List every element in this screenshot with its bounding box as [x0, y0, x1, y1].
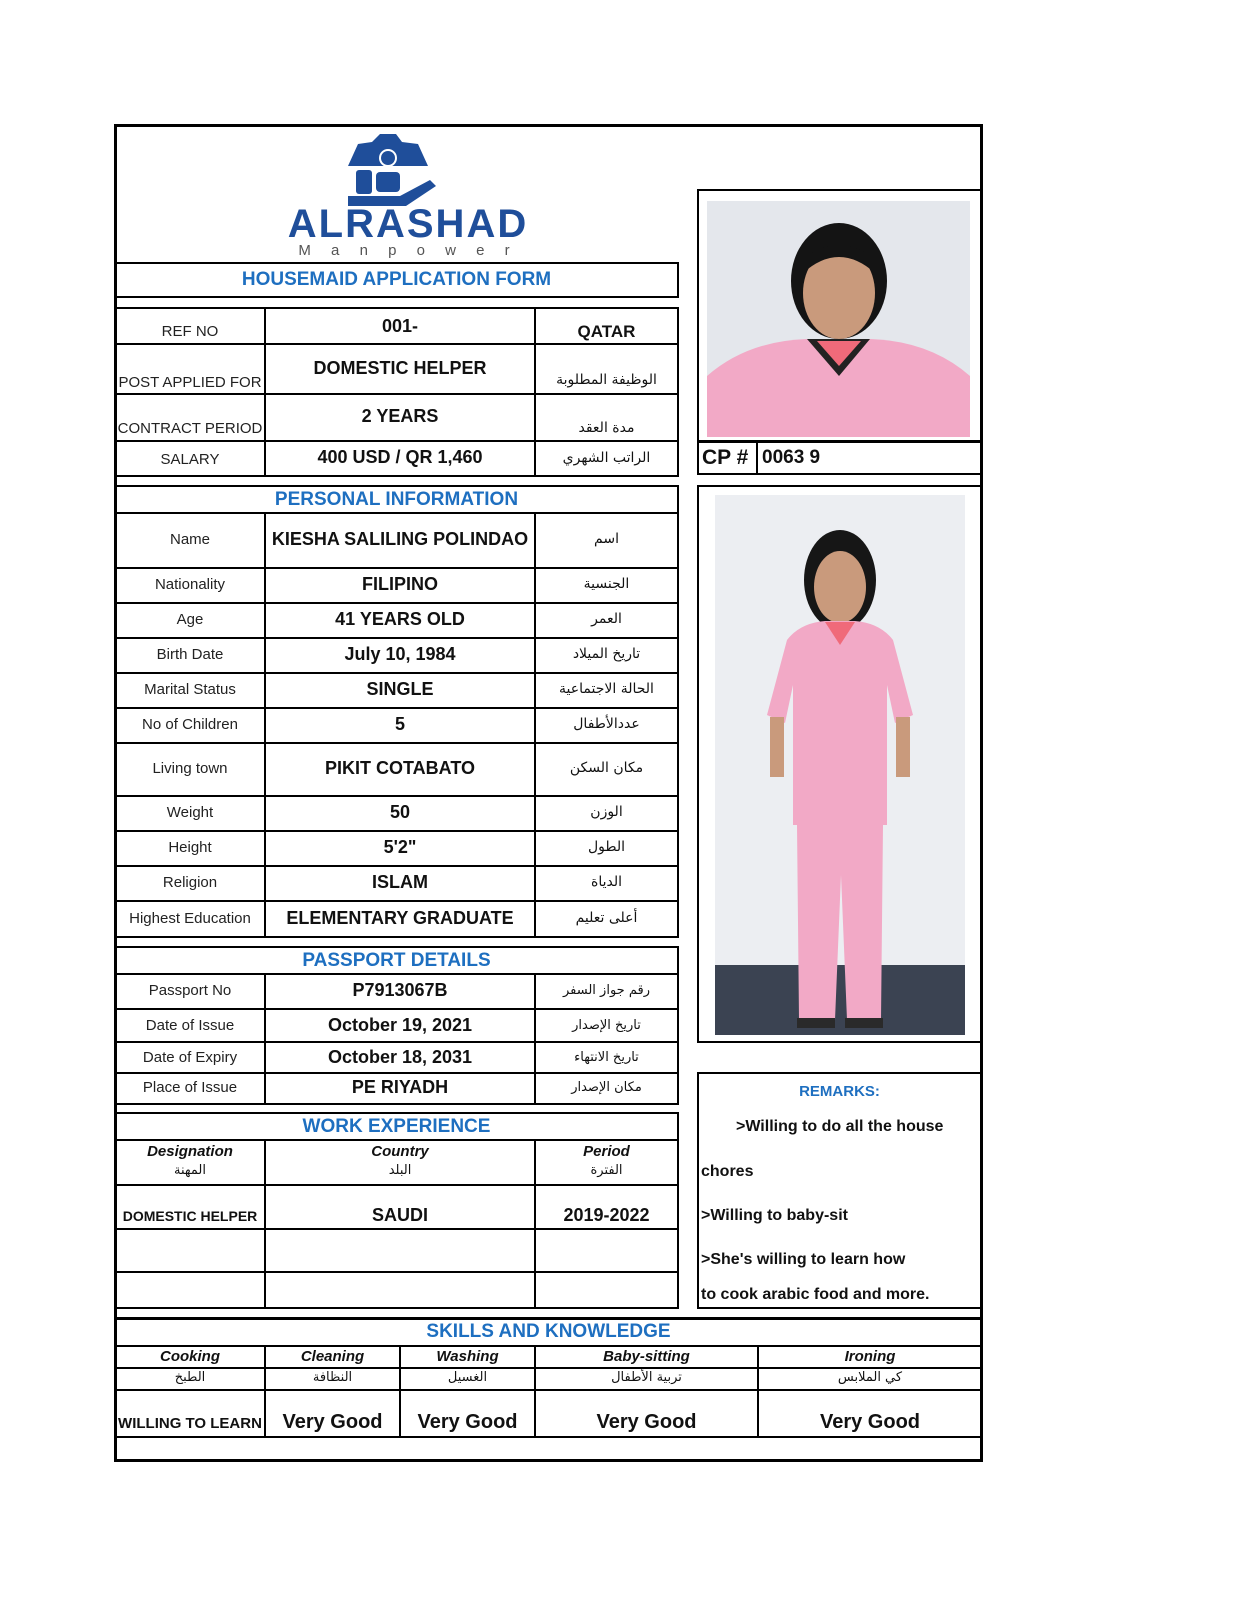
skill-ironing-level: Very Good [819, 1411, 921, 1433]
nationality-label: Nationality [154, 576, 226, 593]
skill-baby-sitting: Baby-sitting [603, 1348, 690, 1365]
weight-label: Weight [166, 804, 214, 821]
children-value: 5 [394, 714, 405, 734]
marital-status-arabic: الحالة الاجتماعية [559, 681, 654, 697]
skill-washing-level: Very Good [417, 1411, 518, 1433]
living-town-arabic: مكان السكن [569, 760, 644, 776]
religion-arabic: الدياة [590, 874, 622, 890]
work-period: 2019-2022 [563, 1205, 650, 1225]
children-arabic: عددالأطفال [573, 716, 640, 732]
height-value: 5'2" [383, 837, 417, 857]
post-applied-label: POST APPLIED FOR [118, 374, 262, 391]
date-of-issue-label: Date of Issue [145, 1017, 235, 1034]
age-value: 41 YEARS OLD [335, 609, 465, 629]
skill-cleaning-level: Very Good [282, 1411, 383, 1433]
place-of-issue-label: Place of Issue [142, 1079, 238, 1096]
work-country: SAUDI [371, 1205, 428, 1225]
country-header: Country [371, 1143, 429, 1160]
ref-no-value: 001- [381, 316, 419, 336]
education-value: ELEMENTARY GRADUATE [286, 908, 514, 928]
nationality-arabic: الجنسية [583, 576, 630, 592]
work-experience-title: WORK EXPERIENCE [114, 1112, 679, 1141]
place-of-issue-arabic: مكان الإصدار [571, 1080, 642, 1095]
company-logo [230, 130, 580, 260]
passport-title: PASSPORT DETAILS [114, 946, 679, 975]
weight-arabic: الوزن [590, 804, 623, 820]
country-header-arabic: البلد [388, 1163, 412, 1178]
skill-cleaning-arabic: النظافة [312, 1370, 353, 1385]
period-header-arabic: الفترة [590, 1163, 623, 1178]
designation-header: Designation [147, 1143, 233, 1160]
post-applied-arabic: الوظيفة المطلوبة [556, 372, 657, 388]
nationality-value: FILIPINO [362, 574, 438, 594]
skills-title: SKILLS AND KNOWLEDGE [426, 1321, 671, 1342]
skill-washing: Washing [436, 1348, 499, 1365]
portrait-photo [707, 201, 970, 437]
salary-label: SALARY [160, 451, 220, 468]
date-of-expiry-label: Date of Expiry [142, 1049, 238, 1066]
post-applied-value: DOMESTIC HELPER [313, 358, 487, 378]
date-of-expiry-arabic: تاريخ الانتهاء [574, 1050, 639, 1065]
cp-value: 0063 9 [762, 447, 821, 468]
full-body-photo [715, 495, 965, 1035]
passport-no-label: Passport No [148, 982, 232, 999]
age-label: Age [176, 611, 204, 628]
salary-value: 400 USD / QR 1,460 [317, 447, 483, 467]
remarks-line: >She's willing to learn how [701, 1251, 906, 1268]
place-of-issue-value: PE RIYADH [351, 1077, 449, 1097]
weight-value: 50 [389, 802, 411, 822]
personal-info-title: PERSONAL INFORMATION [114, 485, 679, 514]
ref-no-label: REF NO [161, 323, 219, 340]
religion-value: ISLAM [372, 872, 428, 892]
marital-status-value: SINGLE [366, 679, 434, 699]
passport-no-arabic: رقم جواز السفر [563, 983, 650, 998]
designation-header-arabic: المهنة [174, 1163, 206, 1178]
name-label: Name [169, 531, 210, 548]
contract-period-label: CONTRACT PERIOD [117, 420, 263, 437]
birth-date-value: July 10, 1984 [344, 644, 456, 664]
skill-washing-arabic: الغسيل [447, 1370, 488, 1385]
skill-cleaning: Cleaning [300, 1348, 365, 1365]
birth-date-label: Birth Date [156, 646, 224, 663]
contract-period-value: 2 YEARS [361, 406, 439, 426]
skill-baby-sitting-arabic: تربية الأطفال [611, 1370, 682, 1385]
living-town-label: Living town [152, 760, 228, 777]
remarks-line: >Willing to baby-sit [701, 1207, 848, 1224]
remarks-line: to cook arabic food and more. [701, 1286, 930, 1303]
contract-period-arabic: مدة العقد [578, 420, 635, 436]
date-of-issue-value: October 19, 2021 [327, 1015, 473, 1035]
religion-label: Religion [162, 874, 218, 891]
passport-no-value: P7913067B [352, 980, 448, 1000]
skill-cooking: Cooking [160, 1348, 220, 1365]
date-of-expiry-value: October 18, 2031 [327, 1047, 473, 1067]
remarks-box [697, 1072, 982, 1309]
living-town-value: PIKIT COTABATO [325, 758, 475, 778]
height-arabic: الطول [587, 839, 626, 855]
country-value: QATAR [577, 322, 636, 341]
skill-cooking-level: WILLING TO LEARN [118, 1415, 262, 1432]
form-title: HOUSEMAID APPLICATION FORM [114, 262, 679, 298]
salary-arabic: الراتب الشهري [562, 450, 651, 466]
skill-ironing: Ironing [844, 1348, 896, 1365]
skill-ironing-arabic: كي الملابس [837, 1370, 903, 1385]
name-value: KIESHA SALILING POLINDAO [271, 529, 529, 549]
birth-date-arabic: تاريخ الميلاد [572, 646, 641, 662]
marital-status-label: Marital Status [144, 681, 236, 698]
cp-label: CP # [702, 446, 749, 469]
remarks-line: >Willing to do all the house [736, 1118, 944, 1135]
work-designation: DOMESTIC HELPER [122, 1208, 258, 1224]
height-label: Height [168, 839, 212, 856]
age-arabic: العمر [591, 611, 622, 627]
education-label: Highest Education [129, 910, 251, 927]
logo-tagline: M a n p o w e r [298, 242, 518, 259]
skill-cooking-arabic: الطبخ [174, 1370, 206, 1385]
name-arabic: اسم [594, 531, 619, 547]
date-of-issue-arabic: تاريخ الإصدار [572, 1018, 641, 1033]
education-arabic: أعلى تعليم [575, 910, 638, 926]
remarks-title: REMARKS: [799, 1083, 880, 1100]
children-label: No of Children [142, 716, 238, 733]
period-header: Period [583, 1143, 630, 1160]
skill-baby-sitting-level: Very Good [596, 1411, 697, 1433]
logo-name: ALRASHAD [287, 202, 529, 246]
remarks-line: chores [701, 1163, 754, 1180]
